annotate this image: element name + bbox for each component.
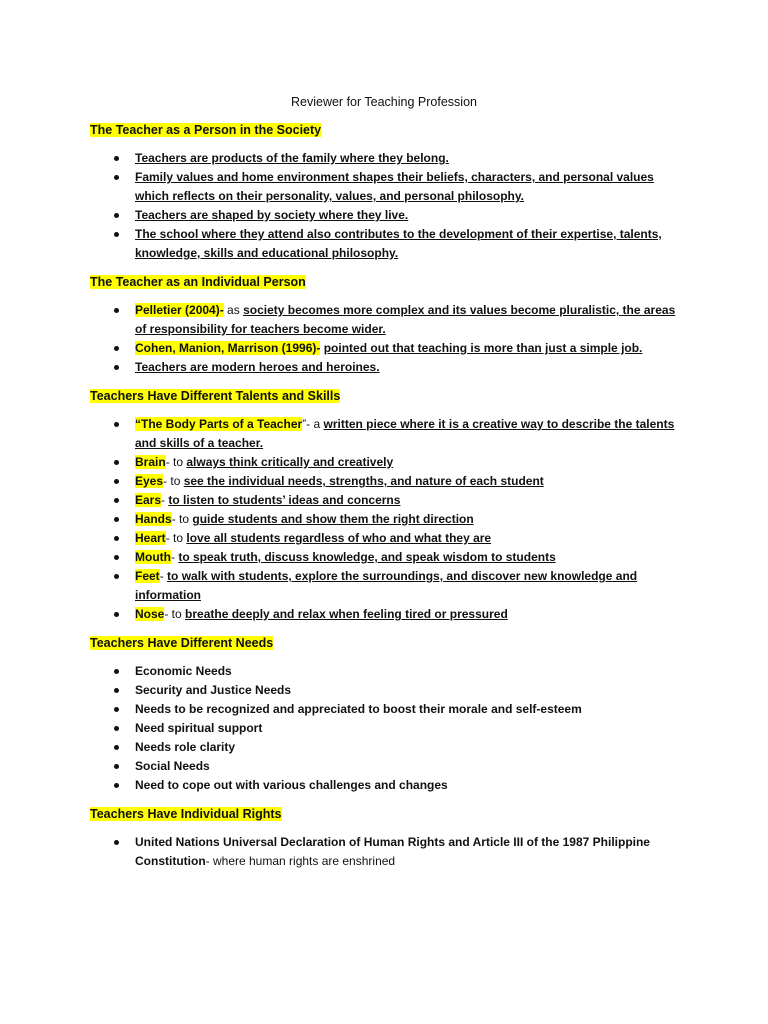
section-heading	[90, 807, 678, 821]
section-heading-text: Teachers Have Different Talents and Skills	[90, 389, 341, 403]
bullet-icon	[114, 574, 119, 579]
bullet-icon	[114, 175, 119, 180]
section-heading	[90, 636, 678, 650]
bullet-icon	[114, 555, 119, 560]
bullet-icon	[114, 346, 119, 351]
list-item	[90, 833, 678, 871]
item-separator: - to	[165, 531, 187, 545]
section-heading-text: The Teacher as a Person in the Society	[90, 123, 322, 137]
item-text: Economic Needs	[135, 664, 232, 678]
bullet-list	[90, 415, 678, 624]
item-highlight: Nose	[135, 607, 165, 621]
bullet-icon	[114, 764, 119, 769]
item-text: Needs to be recognized and appreciated to boost their morale and self-esteem	[135, 702, 582, 716]
list-item	[90, 358, 678, 377]
item-highlight: Mouth	[135, 550, 171, 564]
item-separator: as	[223, 303, 244, 317]
bullet-icon	[114, 840, 119, 845]
list-item	[90, 301, 678, 339]
bullet-icon	[114, 517, 119, 522]
bullet-list	[90, 662, 678, 795]
item-highlight: Ears	[135, 493, 162, 507]
bullet-icon	[114, 498, 119, 503]
bullet-icon	[114, 460, 119, 465]
item-highlight: Eyes	[135, 474, 164, 488]
list-item	[90, 510, 678, 529]
bullet-icon	[114, 365, 119, 370]
item-text: pointed out that teaching is more than just a simple job.	[323, 341, 643, 355]
section-heading-text: Teachers Have Different Needs	[90, 636, 274, 650]
bullet-icon	[114, 308, 119, 313]
bullet-icon	[114, 213, 119, 218]
list-item	[90, 491, 678, 510]
item-text: to speak truth, discuss knowledge, and speak wisdom to students	[178, 550, 556, 564]
item-highlight: Hands	[135, 512, 172, 526]
bullet-icon	[114, 536, 119, 541]
bullet-icon	[114, 669, 119, 674]
item-text: guide students and show them the right direction	[192, 512, 474, 526]
item-text: breathe deeply and relax when feeling tired or pressured	[185, 607, 508, 621]
item-text: always think critically and creatively	[186, 455, 394, 469]
bullet-icon	[114, 232, 119, 237]
bullet-list	[90, 149, 678, 263]
list-item	[90, 681, 678, 700]
list-item	[90, 415, 678, 453]
item-separator: -	[170, 550, 179, 564]
item-text: - where human rights are enshrined	[205, 854, 396, 868]
item-text: to walk with students, explore the surroundings, and discover new knowledge and information	[135, 569, 638, 602]
section-heading	[90, 275, 678, 289]
bullet-icon	[114, 726, 119, 731]
document-title: Reviewer for Teaching Profession	[291, 95, 477, 109]
list-item	[90, 662, 678, 681]
section-heading-text: Teachers Have Individual Rights	[90, 807, 282, 821]
bullet-icon	[114, 612, 119, 617]
list-item	[90, 719, 678, 738]
list-item	[90, 605, 678, 624]
item-highlight: “The Body Parts of a Teacher	[135, 417, 303, 431]
item-text: Teachers are shaped by society where they live.	[135, 208, 409, 222]
list-item	[90, 472, 678, 491]
section-heading	[90, 123, 678, 137]
bullet-icon	[114, 422, 119, 427]
bullet-icon	[114, 156, 119, 161]
list-item	[90, 149, 678, 168]
item-text: love all students regardless of who and what they are	[186, 531, 492, 545]
bullet-list	[90, 833, 678, 871]
item-text: Needs role clarity	[135, 740, 236, 754]
list-item	[90, 225, 678, 263]
item-text: The school where they attend also contributes to the development of their expertise, talents, knowledge, skills and educational philosophy.	[135, 227, 662, 260]
item-text: to listen to students’ ideas and concerns	[168, 493, 401, 507]
list-item	[90, 529, 678, 548]
item-text: Teachers are modern heroes and heroines.	[135, 360, 380, 374]
item-bold-text: United Nations Universal Declaration of Human Rights and Article III of the 1987 Philippine Constitution	[135, 835, 650, 868]
item-separator: ”- a	[302, 417, 324, 431]
item-text: Need to cope out with various challenges and changes	[135, 778, 448, 792]
bullet-icon	[114, 688, 119, 693]
bullet-icon	[114, 707, 119, 712]
bullet-icon	[114, 745, 119, 750]
list-item	[90, 339, 678, 358]
bullet-icon	[114, 479, 119, 484]
item-separator: - to	[164, 607, 186, 621]
item-separator: - to	[163, 474, 184, 488]
item-text: Social Needs	[135, 759, 210, 773]
item-text: society becomes more complex and its values become pluralistic, the areas of responsibility for teachers become wider.	[135, 303, 676, 336]
list-item	[90, 700, 678, 719]
list-item	[90, 567, 678, 605]
list-item	[90, 206, 678, 225]
item-text: Family values and home environment shapes their beliefs, characters, and personal values which reflects on their personality, values, and personal philosophy.	[135, 170, 654, 203]
section-heading	[90, 389, 678, 403]
item-text: written piece where it is a creative way to describe the talents and skills of a teacher.	[135, 417, 675, 450]
list-item	[90, 776, 678, 795]
bullet-icon	[114, 783, 119, 788]
item-highlight: Feet	[135, 569, 160, 583]
item-highlight: Heart	[135, 531, 166, 545]
section-heading-text: The Teacher as an Individual Person	[90, 275, 306, 289]
item-separator: -	[159, 569, 168, 583]
item-separator: - to	[165, 455, 187, 469]
list-item	[90, 168, 678, 206]
item-separator: -	[161, 493, 169, 507]
list-item	[90, 738, 678, 757]
item-highlight: Cohen, Manion, Marrison (1996)-	[135, 341, 321, 355]
item-highlight: Pelletier (2004)-	[135, 303, 224, 317]
item-text: see the individual needs, strengths, and nature of each student	[183, 474, 544, 488]
list-item	[90, 548, 678, 567]
bullet-list	[90, 301, 678, 377]
list-item	[90, 757, 678, 776]
item-text: Need spiritual support	[135, 721, 263, 735]
item-separator: - to	[171, 512, 193, 526]
item-text: Teachers are products of the family where they belong.	[135, 151, 449, 165]
item-highlight: Brain	[135, 455, 166, 469]
item-text: Security and Justice Needs	[135, 683, 292, 697]
list-item	[90, 453, 678, 472]
